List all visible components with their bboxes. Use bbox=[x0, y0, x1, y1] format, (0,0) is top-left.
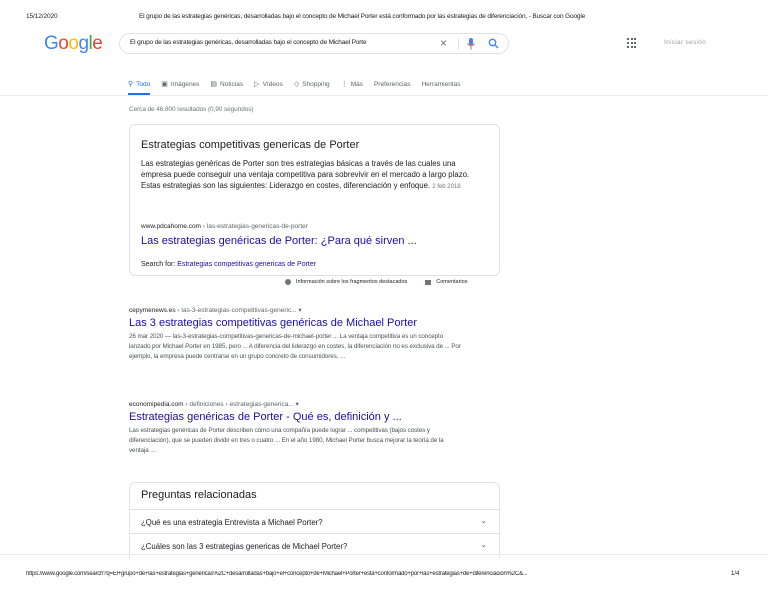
search-for-query-link[interactable]: Estrategias competitivas genericas de Porter bbox=[177, 261, 317, 268]
google-logo[interactable] bbox=[44, 33, 102, 55]
feedback-link[interactable]: Comentarios bbox=[436, 279, 468, 285]
logo-letter: l bbox=[88, 33, 93, 54]
tab-label: Herramientas bbox=[421, 80, 461, 88]
search-divider bbox=[458, 38, 459, 50]
tab-label: Shopping bbox=[302, 80, 330, 88]
featured-snippet bbox=[129, 124, 500, 276]
tab-noticias[interactable] bbox=[210, 80, 243, 88]
search-input[interactable]: El grupo de las estrategias genéricas, desarrolladas bajo el concepto de Michael Porte bbox=[130, 39, 367, 46]
print-url: https://www.google.com/search?q=El+grupo+de+las+estrategias+genéricas%2C+desarrolladas+bajo+el+concepto+de+Michael+Porter+está+conformado+por+las+estrategias+de+diferenciación%2C&... bbox=[26, 571, 528, 577]
news-icon: ▤ bbox=[210, 81, 218, 88]
image-icon: ▣ bbox=[161, 81, 168, 88]
search-icon[interactable] bbox=[488, 38, 499, 49]
result-path: › definiciones › estrategias-generica... ▾ bbox=[183, 401, 299, 408]
result-url[interactable] bbox=[129, 306, 469, 314]
page-bottom-divider bbox=[0, 554, 768, 555]
result-path: › las-3-estrategias-competitivas-generic... ▾ bbox=[175, 307, 302, 314]
featured-snippet-footer bbox=[285, 279, 467, 285]
tab-shopping[interactable] bbox=[294, 80, 330, 88]
logo-letter: e bbox=[92, 33, 103, 54]
tab-herramientas[interactable] bbox=[421, 80, 460, 88]
search-result bbox=[129, 400, 469, 456]
tab-label: Todo bbox=[136, 80, 151, 88]
tab-imágenes[interactable] bbox=[161, 80, 199, 88]
chevron-down-icon[interactable]: ⌄ bbox=[480, 516, 487, 525]
tab-label: Vídeos bbox=[262, 80, 283, 88]
logo-letter: o bbox=[68, 33, 79, 54]
tab-label: Noticias bbox=[220, 80, 244, 88]
featured-snippet-path: › las-estrategias-genericas-de-porter bbox=[200, 223, 308, 230]
close-icon[interactable]: × bbox=[440, 36, 448, 50]
print-page-title: El grupo de las estrategias genéricas, desarrolladas bajo el concepto de Michael Porter está conformado por las estrategias de diferenciación, - Buscar con Google bbox=[139, 13, 586, 20]
featured-snippet-domain: www.pdcahome.com bbox=[141, 223, 201, 230]
featured-snippet-info-link[interactable]: Información sobre los fragmentos destacados bbox=[296, 279, 408, 285]
tab-más[interactable] bbox=[341, 80, 363, 88]
result-domain: cepymenews.es bbox=[129, 307, 176, 314]
related-question[interactable] bbox=[130, 533, 499, 556]
tab-preferencias[interactable] bbox=[374, 80, 411, 88]
search-result bbox=[129, 306, 469, 362]
result-stats: Cerca de 46.800 resultados (0,90 segundos) bbox=[129, 106, 254, 113]
tab-vídeos[interactable] bbox=[254, 80, 283, 88]
result-snippet: Las estrategias genéricas de Porter describen cómo una compañía puede lograr ... competitivas (bajos costes y diferenciación), que se pueden dividir en tres o cuatro ... En el año 1980, Michael Porter busca mejorar la teoría de la ventaja ... bbox=[129, 427, 444, 454]
related-question-text: ¿Qué es una estrategia Entrevista a Michael Porter? bbox=[141, 518, 323, 527]
logo-letter: g bbox=[78, 33, 89, 54]
featured-snippet-body: Las estrategias genéricas de Porter son tres estrategias básicas a través de las cuales una empresa puede conseguir una ventaja competitiva para sobrevivir en el mercado a largo plazo. Estas estrategias son las siguientes: Liderazgo en costes, diferenciación y enfoque. bbox=[141, 159, 470, 190]
tag-icon: ◇ bbox=[293, 81, 300, 88]
tab-label: Preferencias bbox=[373, 80, 411, 88]
result-snippet: 26 mar 2020 — las-3-estrategias-competitivas-genericas-de-michael-porter ... La ventaja competitiva es un concepto lanzado por Michael Porter en 1985, pero ... A diferencia del liderazgo en costes, la diferenciación no es exclusiva de ... Por ejemplo, la empresa puede centrarse en un grupo concreto de consumidores, ... bbox=[129, 333, 461, 360]
featured-snippet-date: 2 feb 2018 bbox=[432, 184, 461, 190]
info-icon bbox=[285, 279, 291, 285]
result-title-link[interactable]: Estrategias genéricas de Porter - Qué es, definición y ... bbox=[129, 411, 402, 423]
search-icon: ⚲ bbox=[128, 81, 134, 88]
print-date: 15/12/2020 bbox=[26, 13, 58, 20]
video-icon: ▷ bbox=[254, 81, 260, 88]
apps-grid-icon[interactable] bbox=[627, 38, 637, 48]
featured-snippet-heading: Estrategias competitivas genericas de Porter bbox=[141, 139, 360, 151]
search-for-line bbox=[141, 261, 316, 268]
people-also-ask-heading: Preguntas relacionadas bbox=[141, 489, 257, 501]
search-box[interactable] bbox=[119, 33, 509, 54]
print-page-number: 1/4 bbox=[731, 571, 740, 577]
result-url[interactable] bbox=[129, 400, 469, 408]
related-question-text: ¿Cuáles son las 3 estrategias genericas de Michael Porter? bbox=[141, 542, 348, 551]
featured-snippet-url[interactable] bbox=[141, 223, 308, 230]
tab-todo[interactable] bbox=[128, 80, 150, 88]
search-for-label: Search for: bbox=[141, 261, 178, 268]
related-question[interactable] bbox=[130, 509, 499, 532]
logo-letter: o bbox=[58, 33, 69, 54]
people-also-ask bbox=[129, 482, 500, 558]
chevron-down-icon[interactable]: ⌄ bbox=[480, 540, 487, 549]
featured-snippet-link[interactable]: Las estrategias genéricas de Porter: ¿Para qué sirven ... bbox=[141, 235, 417, 247]
more-icon: ⋮ bbox=[340, 81, 348, 88]
tab-label: Imágenes bbox=[170, 80, 200, 88]
mic-icon[interactable] bbox=[466, 37, 476, 51]
tab-label: Más bbox=[350, 80, 363, 88]
result-domain: economipedia.com bbox=[129, 401, 184, 408]
signin-link[interactable]: Iniciar sesión bbox=[664, 39, 707, 46]
result-title-link[interactable]: Las 3 estrategias competitivas genéricas de Michael Porter bbox=[129, 317, 417, 329]
tabs-divider bbox=[0, 95, 768, 96]
featured-snippet-text bbox=[141, 158, 486, 193]
search-tabs bbox=[128, 80, 471, 88]
feedback-icon bbox=[425, 280, 431, 285]
logo-letter: G bbox=[44, 33, 59, 54]
